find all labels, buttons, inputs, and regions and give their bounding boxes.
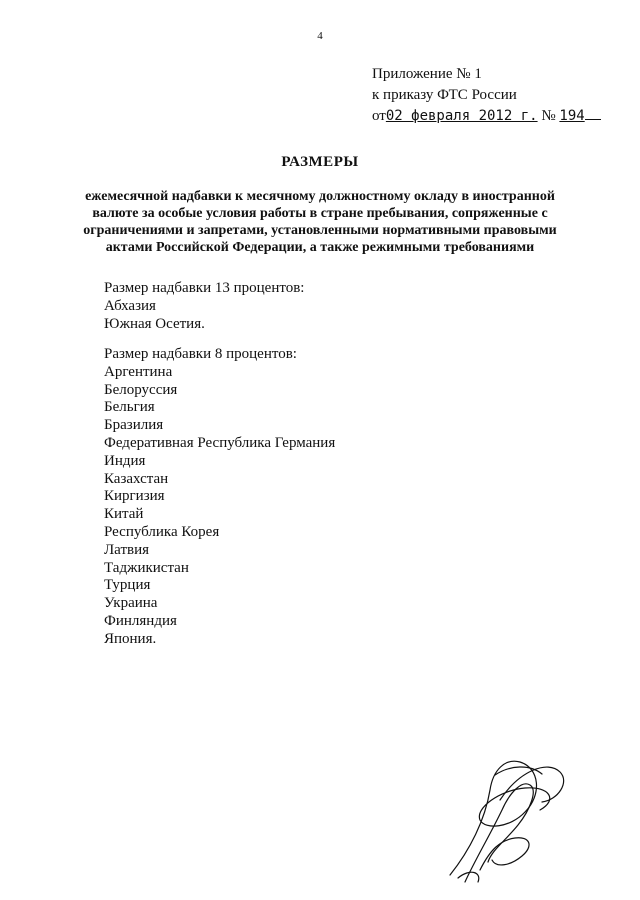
subtitle-line: актами Российской Федерации, а также режимными требованиями [105,240,535,255]
order-date: 02 февраля 2012 г. [385,108,538,124]
country-item: Казахстан [104,470,169,487]
country-item: Аргентина [104,363,173,380]
section-8-percent [104,346,335,649]
country-item: Федеративная Республика Германия [104,434,336,451]
country-item: Абхазия [104,297,156,314]
subtitle-line: ежемесячной надбавки к месячному должностному окладу в иностранной [85,189,555,204]
country-item: Финляндия [104,612,177,629]
section-heading: Размер надбавки 13 процентов: [104,280,305,296]
appendix-date-line [372,106,601,127]
document-title: РАЗМЕРЫ [281,154,359,170]
order-number: 194 [559,108,585,124]
appendix-order-ref: к приказу ФТС России [372,87,517,103]
page-number: 4 [317,30,323,42]
country-item: Белоруссия [104,381,178,398]
section-heading: Размер надбавки 8 процентов: [104,346,297,362]
country-item: Бельгия [104,399,155,416]
country-item: Япония. [104,630,157,647]
number-prefix: № [541,108,556,124]
appendix-title: Приложение № 1 [372,66,482,82]
country-item: Бразилия [104,417,164,434]
appendix-header [372,64,601,127]
country-item: Турция [104,577,151,594]
country-item: Таджикистан [104,559,189,576]
country-item: Киргизия [104,488,165,505]
country-item: Южная Осетия. [104,315,205,332]
subtitle-line: ограничениями и запретами, установленными нормативными правовыми [83,223,557,238]
handwritten-signature [430,750,580,890]
section-13-percent [104,280,304,333]
subtitle-line: валюте за особые условия работы в стране пребывания, сопряженные с [92,206,548,221]
date-prefix: от [372,108,386,124]
country-item: Латвия [104,541,150,558]
country-item: Китай [104,506,144,523]
number-underline [585,107,601,120]
country-item: Республика Корея [104,523,220,540]
document-subtitle [60,188,580,256]
country-item: Украина [104,595,158,612]
country-item: Индия [104,452,146,469]
